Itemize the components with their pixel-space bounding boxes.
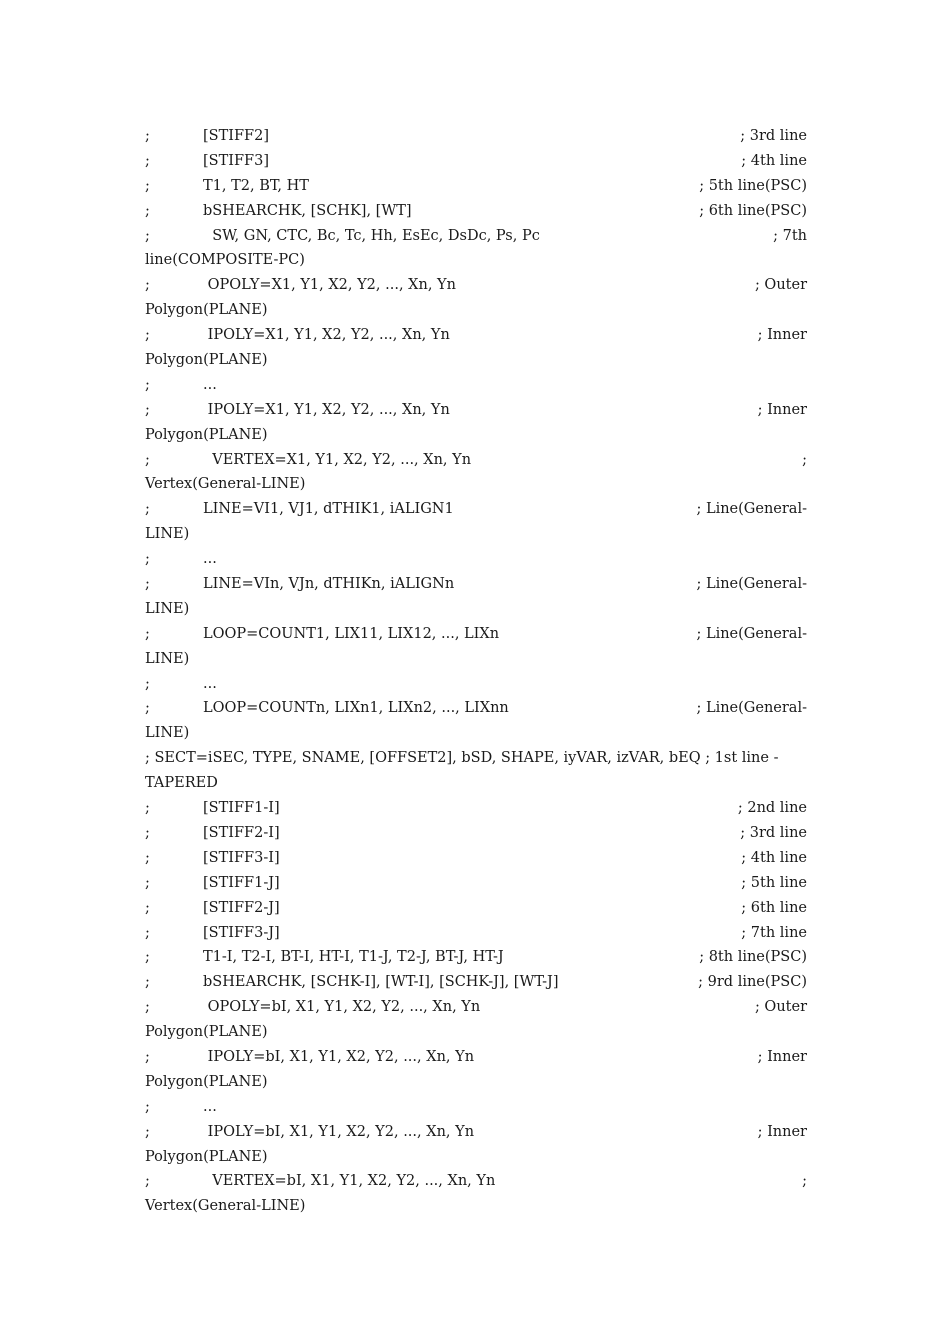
line-code: ... xyxy=(203,1098,217,1115)
line-code: SW, GN, CTC, Bc, Tc, Hh, EsEc, DsDc, Ps, Pc xyxy=(203,227,540,244)
text-line xyxy=(145,946,807,971)
line-code: [STIFF1-J] xyxy=(203,874,280,891)
text-line xyxy=(145,449,807,474)
line-prefix: ; xyxy=(145,1123,150,1140)
line-code: [STIFF3-I] xyxy=(203,849,280,866)
line-comment: ; 6th line xyxy=(741,899,807,916)
line-comment: ; Line(General- xyxy=(696,501,807,518)
line-comment: ; 6th line(PSC) xyxy=(699,202,807,219)
line-prefix: ; xyxy=(145,949,150,966)
line-comment: ; Outer xyxy=(754,277,807,294)
text-line xyxy=(145,424,807,449)
text-line xyxy=(145,225,807,250)
text-line xyxy=(145,598,807,623)
line-prefix: ; xyxy=(145,376,150,393)
line-prefix: ; xyxy=(145,874,150,891)
line-comment: ; Inner xyxy=(757,1123,807,1140)
line-comment: ; 2nd line xyxy=(737,800,807,817)
text-line xyxy=(145,623,807,648)
line-prefix: LINE) xyxy=(145,600,190,617)
text-line xyxy=(145,697,807,722)
text-line xyxy=(145,324,807,349)
line-prefix: ; xyxy=(145,202,150,219)
line-code: ... xyxy=(203,376,217,393)
line-code: [STIFF3] xyxy=(203,152,269,169)
text-line xyxy=(145,1121,807,1146)
line-code: LOOP=COUNTn, LIXn1, LIXn2, ..., LIXnn xyxy=(203,700,509,717)
line-comment: ; 8th line(PSC) xyxy=(699,949,807,966)
text-line xyxy=(145,922,807,947)
line-comment: ; xyxy=(802,1173,807,1190)
line-code: IPOLY=X1, Y1, X2, Y2, ..., Xn, Yn xyxy=(203,327,450,344)
line-prefix: ; xyxy=(145,700,150,717)
line-comment: ; 4th line xyxy=(741,152,807,169)
line-prefix: ; xyxy=(145,974,150,991)
line-comment: ; 7th line xyxy=(741,924,807,941)
line-code: IPOLY=X1, Y1, X2, Y2, ..., Xn, Yn xyxy=(203,401,450,418)
line-prefix: LINE) xyxy=(145,725,190,742)
line-prefix: ; xyxy=(145,824,150,841)
line-code: ... xyxy=(203,675,217,692)
line-comment: ; 5th line xyxy=(741,874,807,891)
line-comment: ; xyxy=(802,451,807,468)
line-prefix: ; xyxy=(145,675,150,692)
line-code: [STIFF3-J] xyxy=(203,924,280,941)
line-comment: ; 9rd line(PSC) xyxy=(698,974,807,991)
line-prefix: ; xyxy=(145,277,150,294)
line-code: [STIFF2-I] xyxy=(203,824,280,841)
line-comment: ; Line(General- xyxy=(696,700,807,717)
text-line xyxy=(145,897,807,922)
line-prefix: Polygon(PLANE) xyxy=(145,1024,268,1041)
line-prefix: Polygon(PLANE) xyxy=(145,1148,268,1165)
text-line xyxy=(145,548,807,573)
text-line xyxy=(145,1071,807,1096)
line-code: ... xyxy=(203,551,217,568)
line-comment: ; 5th line(PSC) xyxy=(699,177,807,194)
line-comment: ; 3rd line xyxy=(740,128,807,144)
line-code: [STIFF1-I] xyxy=(203,800,280,817)
line-comment: ; Line(General- xyxy=(696,625,807,642)
text-line xyxy=(145,1046,807,1071)
line-code: bSHEARCHK, [SCHK], [WT] xyxy=(203,202,412,219)
line-prefix: ; xyxy=(145,924,150,941)
line-code: LINE=VIn, VJn, dTHIKn, iALIGNn xyxy=(203,576,455,593)
line-comment: ; 3rd line xyxy=(740,824,807,841)
text-line xyxy=(145,125,807,150)
text-block xyxy=(145,125,807,1220)
line-code: [STIFF2] xyxy=(203,128,269,144)
line-comment: ; 7th xyxy=(773,227,807,244)
text-line xyxy=(145,847,807,872)
text-line xyxy=(145,150,807,175)
line-code: LINE=VI1, VJ1, dTHIK1, iALIGN1 xyxy=(203,501,454,518)
line-comment: ; 4th line xyxy=(741,849,807,866)
line-prefix: Polygon(PLANE) xyxy=(145,302,268,319)
line-code: [STIFF2-J] xyxy=(203,899,280,916)
line-prefix: ; xyxy=(145,227,150,244)
line-prefix: line(COMPOSITE-PC) xyxy=(145,252,305,269)
text-line xyxy=(145,374,807,399)
line-prefix: ; xyxy=(145,849,150,866)
line-prefix: ; xyxy=(145,501,150,518)
line-code: IPOLY=bI, X1, Y1, X2, Y2, ..., Xn, Yn xyxy=(203,1048,475,1065)
line-prefix: ; xyxy=(145,576,150,593)
line-prefix: LINE) xyxy=(145,650,190,667)
line-prefix: ; xyxy=(145,800,150,817)
text-line xyxy=(145,1096,807,1121)
text-line xyxy=(145,971,807,996)
text-line xyxy=(145,573,807,598)
text-line xyxy=(145,299,807,324)
line-comment: ; Inner xyxy=(757,1048,807,1065)
line-code: T1-I, T2-I, BT-I, HT-I, T1-J, T2-J, BT-J, HT-J xyxy=(203,949,504,966)
text-line xyxy=(145,498,807,523)
text-line xyxy=(145,200,807,225)
line-code: T1, T2, BT, HT xyxy=(203,177,309,194)
line-prefix: ; xyxy=(145,1173,150,1190)
text-line xyxy=(145,1195,807,1220)
line-comment: ; Outer xyxy=(754,999,807,1016)
line-prefix: ; xyxy=(145,999,150,1016)
line-prefix: LINE) xyxy=(145,526,190,543)
line-prefix: ; xyxy=(145,128,150,144)
line-prefix: ; xyxy=(145,451,150,468)
text-line xyxy=(145,648,807,673)
line-code: OPOLY=bI, X1, Y1, X2, Y2, ..., Xn, Yn xyxy=(203,999,481,1016)
line-prefix: ; xyxy=(145,152,150,169)
line-code: LOOP=COUNT1, LIX11, LIX12, ..., LIXn xyxy=(203,625,500,642)
text-line xyxy=(145,274,807,299)
line-prefix: ; xyxy=(145,625,150,642)
text-line xyxy=(145,1021,807,1046)
text-line xyxy=(145,473,807,498)
text-line xyxy=(145,349,807,374)
line-prefix: ; xyxy=(145,327,150,344)
line-code: VERTEX=X1, Y1, X2, Y2, ..., Xn, Yn xyxy=(203,451,472,468)
line-comment: ; Inner xyxy=(757,401,807,418)
text-line xyxy=(145,399,807,424)
text-line xyxy=(145,797,807,822)
line-code: IPOLY=bI, X1, Y1, X2, Y2, ..., Xn, Yn xyxy=(203,1123,475,1140)
text-line xyxy=(145,1170,807,1195)
line-prefix: ; xyxy=(145,177,150,194)
text-line xyxy=(145,249,807,274)
line-prefix: Polygon(PLANE) xyxy=(145,426,268,443)
line-prefix: ; xyxy=(145,1098,150,1115)
text-line xyxy=(145,996,807,1021)
text-line xyxy=(145,673,807,698)
line-prefix: TAPERED xyxy=(145,775,218,792)
line-prefix: ; xyxy=(145,1048,150,1065)
line-prefix: Vertex(General-LINE) xyxy=(145,476,306,493)
line-prefix: Polygon(PLANE) xyxy=(145,352,268,369)
text-line xyxy=(145,523,807,548)
line-code: OPOLY=X1, Y1, X2, Y2, ..., Xn, Yn xyxy=(203,277,456,294)
text-line xyxy=(145,872,807,897)
text-line xyxy=(145,822,807,847)
text-line xyxy=(145,175,807,200)
line-prefix: Polygon(PLANE) xyxy=(145,1073,268,1090)
line-comment: ; Inner xyxy=(757,327,807,344)
line-prefix: Vertex(General-LINE) xyxy=(145,1198,306,1215)
text-line xyxy=(145,1146,807,1171)
line-comment: ; Line(General- xyxy=(696,576,807,593)
text-line xyxy=(145,772,807,797)
text-line xyxy=(145,722,807,747)
line-code: VERTEX=bI, X1, Y1, X2, Y2, ..., Xn, Yn xyxy=(203,1173,496,1190)
line-prefix: ; SECT=iSEC, TYPE, SNAME, [OFFSET2], bSD, SHAPE, iyVAR, izVAR, bEQ ; 1st line - xyxy=(145,750,779,767)
line-prefix: ; xyxy=(145,551,150,568)
text-line xyxy=(145,747,807,772)
line-prefix: ; xyxy=(145,401,150,418)
line-prefix: ; xyxy=(145,899,150,916)
line-code: bSHEARCHK, [SCHK-I], [WT-I], [SCHK-J], [WT-J] xyxy=(203,974,559,991)
